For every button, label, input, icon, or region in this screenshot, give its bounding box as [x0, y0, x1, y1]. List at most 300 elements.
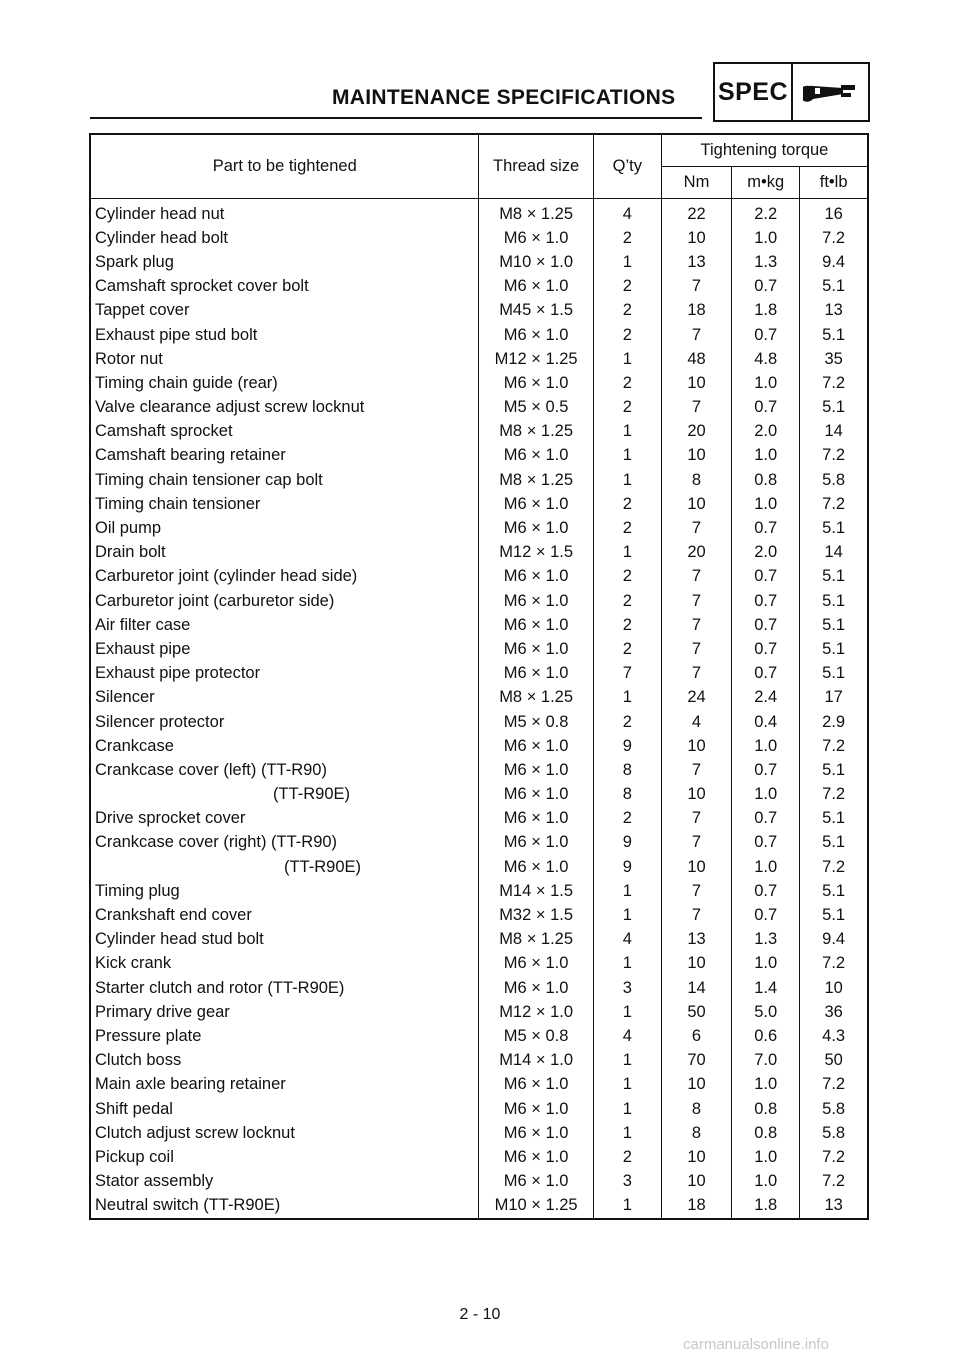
table-row — [90, 565, 868, 589]
cell-part: Cylinder head nut — [90, 199, 479, 227]
cell-ftlb: 5.8 — [800, 468, 868, 492]
cell-nm: 7 — [661, 565, 731, 589]
cell-ftlb: 7.2 — [800, 855, 868, 879]
cell-nm: 70 — [661, 1049, 731, 1073]
cell-mkg: 1.0 — [732, 1145, 800, 1169]
cell-qty: 1 — [593, 879, 661, 903]
cell-mkg: 1.0 — [732, 734, 800, 758]
table-row — [90, 1000, 868, 1024]
cell-qty: 2 — [593, 323, 661, 347]
cell-mkg: 0.4 — [732, 710, 800, 734]
table-row — [90, 783, 868, 807]
cell-thread: M6 × 1.0 — [479, 637, 593, 661]
cell-thread: M5 × 0.8 — [479, 710, 593, 734]
cell-nm: 10 — [661, 855, 731, 879]
cell-nm: 8 — [661, 468, 731, 492]
cell-ftlb: 50 — [800, 1049, 868, 1073]
cell-thread: M8 × 1.25 — [479, 199, 593, 227]
cell-mkg: 0.7 — [732, 323, 800, 347]
cell-nm: 7 — [661, 613, 731, 637]
cell-part: Cylinder head bolt — [90, 226, 479, 250]
cell-part: Camshaft sprocket cover bolt — [90, 275, 479, 299]
cell-part: Neutral switch (TT-R90E) — [90, 1194, 479, 1219]
table-row — [90, 468, 868, 492]
cell-qty: 2 — [593, 637, 661, 661]
cell-ftlb: 16 — [800, 199, 868, 227]
cell-mkg: 2.0 — [732, 541, 800, 565]
cell-mkg: 1.4 — [732, 976, 800, 1000]
cell-qty: 1 — [593, 1121, 661, 1145]
cell-ftlb: 5.1 — [800, 396, 868, 420]
cell-qty: 2 — [593, 492, 661, 516]
cell-nm: 24 — [661, 686, 731, 710]
cell-qty: 7 — [593, 662, 661, 686]
cell-part: Camshaft sprocket — [90, 420, 479, 444]
cell-mkg: 2.4 — [732, 686, 800, 710]
cell-qty: 1 — [593, 468, 661, 492]
cell-part: Crankcase cover (left) (TT-R90) — [90, 758, 479, 782]
cell-part: Exhaust pipe — [90, 637, 479, 661]
cell-qty: 1 — [593, 1049, 661, 1073]
cell-thread: M6 × 1.0 — [479, 371, 593, 395]
cell-mkg: 1.8 — [732, 299, 800, 323]
cell-nm: 7 — [661, 589, 731, 613]
spec-badge — [713, 62, 870, 122]
cell-thread: M6 × 1.0 — [479, 758, 593, 782]
cell-ftlb: 7.2 — [800, 1073, 868, 1097]
cell-thread: M6 × 1.0 — [479, 565, 593, 589]
cell-ftlb: 9.4 — [800, 250, 868, 274]
cell-qty: 1 — [593, 1097, 661, 1121]
wrench-icon — [793, 64, 868, 120]
cell-nm: 7 — [661, 831, 731, 855]
cell-nm: 10 — [661, 1145, 731, 1169]
table-row — [90, 1194, 868, 1219]
cell-mkg: 0.7 — [732, 396, 800, 420]
header-torque: Tightening torque — [661, 134, 868, 167]
cell-nm: 4 — [661, 710, 731, 734]
table-row — [90, 492, 868, 516]
table-row — [90, 226, 868, 250]
cell-part: Cylinder head stud bolt — [90, 928, 479, 952]
watermark: carmanualsonline.info — [683, 1336, 829, 1353]
cell-ftlb: 7.2 — [800, 371, 868, 395]
cell-ftlb: 7.2 — [800, 783, 868, 807]
table-row — [90, 1073, 868, 1097]
cell-thread: M6 × 1.0 — [479, 226, 593, 250]
cell-nm: 18 — [661, 299, 731, 323]
cell-mkg: 0.7 — [732, 758, 800, 782]
cell-thread: M6 × 1.0 — [479, 783, 593, 807]
cell-qty: 1 — [593, 420, 661, 444]
table-row — [90, 347, 868, 371]
cell-qty: 8 — [593, 783, 661, 807]
cell-qty: 1 — [593, 1073, 661, 1097]
cell-mkg: 1.0 — [732, 371, 800, 395]
cell-part: Main axle bearing retainer — [90, 1073, 479, 1097]
table-row — [90, 855, 868, 879]
cell-nm: 6 — [661, 1024, 731, 1048]
cell-part: Primary drive gear — [90, 1000, 479, 1024]
cell-mkg: 2.0 — [732, 420, 800, 444]
cell-mkg: 0.8 — [732, 468, 800, 492]
cell-qty: 1 — [593, 903, 661, 927]
cell-nm: 7 — [661, 323, 731, 347]
cell-mkg: 1.0 — [732, 492, 800, 516]
table-row — [90, 613, 868, 637]
cell-ftlb: 7.2 — [800, 444, 868, 468]
spec-label: SPEC — [715, 64, 793, 120]
cell-ftlb: 5.1 — [800, 589, 868, 613]
header-mkg: m•kg — [732, 167, 800, 199]
cell-mkg: 1.8 — [732, 1194, 800, 1219]
cell-ftlb: 36 — [800, 1000, 868, 1024]
cell-thread: M6 × 1.0 — [479, 1170, 593, 1194]
cell-mkg: 1.0 — [732, 1170, 800, 1194]
cell-qty: 2 — [593, 275, 661, 299]
cell-part: Timing plug — [90, 879, 479, 903]
cell-part: Pressure plate — [90, 1024, 479, 1048]
cell-part: Oil pump — [90, 516, 479, 540]
cell-nm: 8 — [661, 1097, 731, 1121]
cell-thread: M10 × 1.0 — [479, 250, 593, 274]
cell-thread: M6 × 1.0 — [479, 613, 593, 637]
cell-thread: M12 × 1.0 — [479, 1000, 593, 1024]
cell-part: Starter clutch and rotor (TT-R90E) — [90, 976, 479, 1000]
cell-thread: M6 × 1.0 — [479, 589, 593, 613]
cell-part: Carburetor joint (cylinder head side) — [90, 565, 479, 589]
cell-mkg: 0.7 — [732, 879, 800, 903]
cell-nm: 13 — [661, 250, 731, 274]
cell-nm: 10 — [661, 371, 731, 395]
table-row — [90, 662, 868, 686]
cell-mkg: 4.8 — [732, 347, 800, 371]
cell-mkg: 0.7 — [732, 662, 800, 686]
cell-nm: 7 — [661, 516, 731, 540]
cell-qty: 1 — [593, 347, 661, 371]
cell-thread: M5 × 0.5 — [479, 396, 593, 420]
cell-qty: 2 — [593, 710, 661, 734]
cell-mkg: 1.0 — [732, 783, 800, 807]
cell-nm: 13 — [661, 928, 731, 952]
cell-nm: 10 — [661, 1073, 731, 1097]
cell-thread: M6 × 1.0 — [479, 662, 593, 686]
table-row — [90, 807, 868, 831]
cell-thread: M6 × 1.0 — [479, 275, 593, 299]
cell-qty: 3 — [593, 1170, 661, 1194]
cell-nm: 7 — [661, 662, 731, 686]
page-title: MAINTENANCE SPECIFICATIONS — [332, 86, 676, 109]
cell-part: Drain bolt — [90, 541, 479, 565]
cell-part: Crankcase cover (right) (TT-R90) — [90, 831, 479, 855]
table-row — [90, 734, 868, 758]
cell-thread: M6 × 1.0 — [479, 1121, 593, 1145]
cell-thread: M32 × 1.5 — [479, 903, 593, 927]
table-row — [90, 952, 868, 976]
cell-part: Camshaft bearing retainer — [90, 444, 479, 468]
cell-part: Air filter case — [90, 613, 479, 637]
cell-qty: 9 — [593, 855, 661, 879]
cell-part: Silencer protector — [90, 710, 479, 734]
cell-qty: 1 — [593, 541, 661, 565]
cell-ftlb: 10 — [800, 976, 868, 1000]
cell-nm: 20 — [661, 541, 731, 565]
cell-ftlb: 7.2 — [800, 734, 868, 758]
cell-qty: 9 — [593, 831, 661, 855]
cell-part: Timing chain tensioner — [90, 492, 479, 516]
cell-ftlb: 5.1 — [800, 662, 868, 686]
table-row — [90, 1145, 868, 1169]
cell-ftlb: 14 — [800, 420, 868, 444]
cell-ftlb: 5.1 — [800, 613, 868, 637]
cell-ftlb: 5.1 — [800, 758, 868, 782]
cell-ftlb: 5.1 — [800, 807, 868, 831]
cell-qty: 1 — [593, 1194, 661, 1219]
header-thread: Thread size — [479, 134, 593, 199]
cell-nm: 7 — [661, 879, 731, 903]
page-header — [90, 62, 868, 122]
cell-mkg: 1.0 — [732, 444, 800, 468]
cell-ftlb: 7.2 — [800, 492, 868, 516]
cell-thread: M10 × 1.25 — [479, 1194, 593, 1219]
table-row — [90, 831, 868, 855]
cell-thread: M12 × 1.25 — [479, 347, 593, 371]
cell-part: Timing chain guide (rear) — [90, 371, 479, 395]
cell-thread: M6 × 1.0 — [479, 855, 593, 879]
cell-ftlb: 13 — [800, 1194, 868, 1219]
cell-mkg: 0.7 — [732, 807, 800, 831]
table-row — [90, 976, 868, 1000]
cell-qty: 4 — [593, 199, 661, 227]
cell-ftlb: 5.1 — [800, 637, 868, 661]
table-row — [90, 637, 868, 661]
cell-nm: 7 — [661, 396, 731, 420]
cell-nm: 10 — [661, 952, 731, 976]
cell-part: Tappet cover — [90, 299, 479, 323]
cell-mkg: 0.7 — [732, 637, 800, 661]
cell-qty: 4 — [593, 928, 661, 952]
cell-mkg: 1.0 — [732, 1073, 800, 1097]
cell-thread: M6 × 1.0 — [479, 323, 593, 347]
cell-nm: 10 — [661, 226, 731, 250]
cell-qty: 2 — [593, 371, 661, 395]
cell-nm: 50 — [661, 1000, 731, 1024]
cell-nm: 10 — [661, 734, 731, 758]
table-row — [90, 589, 868, 613]
table-row — [90, 1024, 868, 1048]
cell-part: Pickup coil — [90, 1145, 479, 1169]
cell-nm: 14 — [661, 976, 731, 1000]
cell-qty: 1 — [593, 686, 661, 710]
cell-mkg: 1.3 — [732, 250, 800, 274]
cell-ftlb: 7.2 — [800, 952, 868, 976]
table-row — [90, 879, 868, 903]
cell-thread: M6 × 1.0 — [479, 1097, 593, 1121]
cell-part: Clutch adjust screw locknut — [90, 1121, 479, 1145]
cell-mkg: 0.6 — [732, 1024, 800, 1048]
cell-thread: M6 × 1.0 — [479, 1145, 593, 1169]
cell-qty: 8 — [593, 758, 661, 782]
cell-thread: M12 × 1.5 — [479, 541, 593, 565]
cell-part: Carburetor joint (carburetor side) — [90, 589, 479, 613]
cell-qty: 2 — [593, 807, 661, 831]
cell-nm: 10 — [661, 444, 731, 468]
cell-ftlb: 7.2 — [800, 1145, 868, 1169]
cell-nm: 7 — [661, 758, 731, 782]
table-row — [90, 541, 868, 565]
cell-ftlb: 5.1 — [800, 323, 868, 347]
header-nm: Nm — [661, 167, 731, 199]
cell-mkg: 0.8 — [732, 1121, 800, 1145]
table-row — [90, 299, 868, 323]
cell-ftlb: 35 — [800, 347, 868, 371]
cell-nm: 22 — [661, 199, 731, 227]
cell-ftlb: 5.1 — [800, 516, 868, 540]
table-row — [90, 199, 868, 227]
table-row — [90, 1049, 868, 1073]
cell-mkg: 0.7 — [732, 589, 800, 613]
cell-qty: 2 — [593, 516, 661, 540]
cell-ftlb: 4.3 — [800, 1024, 868, 1048]
table-row — [90, 444, 868, 468]
cell-qty: 3 — [593, 976, 661, 1000]
cell-part: Valve clearance adjust screw locknut — [90, 396, 479, 420]
cell-nm: 10 — [661, 783, 731, 807]
cell-ftlb: 5.8 — [800, 1097, 868, 1121]
cell-qty: 2 — [593, 226, 661, 250]
cell-mkg: 1.3 — [732, 928, 800, 952]
cell-thread: M8 × 1.25 — [479, 420, 593, 444]
cell-qty: 4 — [593, 1024, 661, 1048]
table-row — [90, 1121, 868, 1145]
cell-thread: M14 × 1.5 — [479, 879, 593, 903]
cell-nm: 18 — [661, 1194, 731, 1219]
cell-qty: 2 — [593, 613, 661, 637]
cell-nm: 8 — [661, 1121, 731, 1145]
table-row — [90, 516, 868, 540]
cell-ftlb: 5.1 — [800, 565, 868, 589]
torque-spec-table — [89, 133, 869, 1220]
cell-thread: M14 × 1.0 — [479, 1049, 593, 1073]
table-row — [90, 250, 868, 274]
table-row — [90, 396, 868, 420]
table-row — [90, 686, 868, 710]
cell-mkg: 1.0 — [732, 855, 800, 879]
cell-thread: M8 × 1.25 — [479, 468, 593, 492]
cell-thread: M45 × 1.5 — [479, 299, 593, 323]
header-ftlb: ft•lb — [800, 167, 868, 199]
cell-part: (TT-R90E) — [90, 855, 479, 879]
table-row — [90, 1170, 868, 1194]
cell-mkg: 0.7 — [732, 275, 800, 299]
cell-mkg: 0.7 — [732, 565, 800, 589]
cell-mkg: 5.0 — [732, 1000, 800, 1024]
cell-part: Drive sprocket cover — [90, 807, 479, 831]
cell-qty: 2 — [593, 565, 661, 589]
cell-mkg: 1.0 — [732, 952, 800, 976]
cell-nm: 7 — [661, 275, 731, 299]
table-body — [90, 199, 868, 1219]
cell-part: Timing chain tensioner cap bolt — [90, 468, 479, 492]
cell-thread: M6 × 1.0 — [479, 734, 593, 758]
cell-thread: M6 × 1.0 — [479, 444, 593, 468]
cell-thread: M6 × 1.0 — [479, 492, 593, 516]
cell-thread: M6 × 1.0 — [479, 952, 593, 976]
cell-mkg: 7.0 — [732, 1049, 800, 1073]
cell-part: Crankshaft end cover — [90, 903, 479, 927]
cell-part: Kick crank — [90, 952, 479, 976]
cell-qty: 2 — [593, 589, 661, 613]
cell-qty: 1 — [593, 444, 661, 468]
cell-qty: 1 — [593, 250, 661, 274]
table-row — [90, 903, 868, 927]
cell-part: Stator assembly — [90, 1170, 479, 1194]
cell-qty: 2 — [593, 299, 661, 323]
cell-ftlb: 14 — [800, 541, 868, 565]
cell-qty: 1 — [593, 1000, 661, 1024]
cell-mkg: 0.7 — [732, 903, 800, 927]
cell-ftlb: 7.2 — [800, 1170, 868, 1194]
cell-ftlb: 5.1 — [800, 275, 868, 299]
cell-thread: M5 × 0.8 — [479, 1024, 593, 1048]
cell-part: Rotor nut — [90, 347, 479, 371]
cell-ftlb: 5.8 — [800, 1121, 868, 1145]
page-number: 2 - 10 — [459, 1306, 501, 1323]
cell-part: Clutch boss — [90, 1049, 479, 1073]
table-row — [90, 371, 868, 395]
cell-nm: 20 — [661, 420, 731, 444]
cell-mkg: 0.8 — [732, 1097, 800, 1121]
cell-qty: 2 — [593, 396, 661, 420]
cell-part: Shift pedal — [90, 1097, 479, 1121]
cell-thread: M8 × 1.25 — [479, 928, 593, 952]
cell-ftlb: 5.1 — [800, 831, 868, 855]
cell-mkg: 1.0 — [732, 226, 800, 250]
cell-ftlb: 17 — [800, 686, 868, 710]
cell-mkg: 0.7 — [732, 831, 800, 855]
cell-mkg: 2.2 — [732, 199, 800, 227]
table-row — [90, 323, 868, 347]
cell-thread: M6 × 1.0 — [479, 807, 593, 831]
cell-mkg: 0.7 — [732, 516, 800, 540]
cell-qty: 1 — [593, 952, 661, 976]
cell-thread: M6 × 1.0 — [479, 1073, 593, 1097]
cell-part: Silencer — [90, 686, 479, 710]
cell-part: (TT-R90E) — [90, 783, 479, 807]
cell-thread: M8 × 1.25 — [479, 686, 593, 710]
cell-part: Crankcase — [90, 734, 479, 758]
cell-qty: 9 — [593, 734, 661, 758]
cell-nm: 7 — [661, 807, 731, 831]
cell-thread: M6 × 1.0 — [479, 831, 593, 855]
cell-part: Exhaust pipe stud bolt — [90, 323, 479, 347]
title-underline — [90, 117, 702, 119]
table-row — [90, 420, 868, 444]
cell-ftlb: 2.9 — [800, 710, 868, 734]
table-row — [90, 758, 868, 782]
cell-mkg: 0.7 — [732, 613, 800, 637]
cell-ftlb: 7.2 — [800, 226, 868, 250]
table-row — [90, 710, 868, 734]
header-part: Part to be tightened — [90, 134, 479, 199]
cell-ftlb: 5.1 — [800, 879, 868, 903]
cell-thread: M6 × 1.0 — [479, 516, 593, 540]
cell-nm: 10 — [661, 1170, 731, 1194]
cell-part: Exhaust pipe protector — [90, 662, 479, 686]
table-row — [90, 275, 868, 299]
cell-nm: 7 — [661, 903, 731, 927]
cell-nm: 10 — [661, 492, 731, 516]
